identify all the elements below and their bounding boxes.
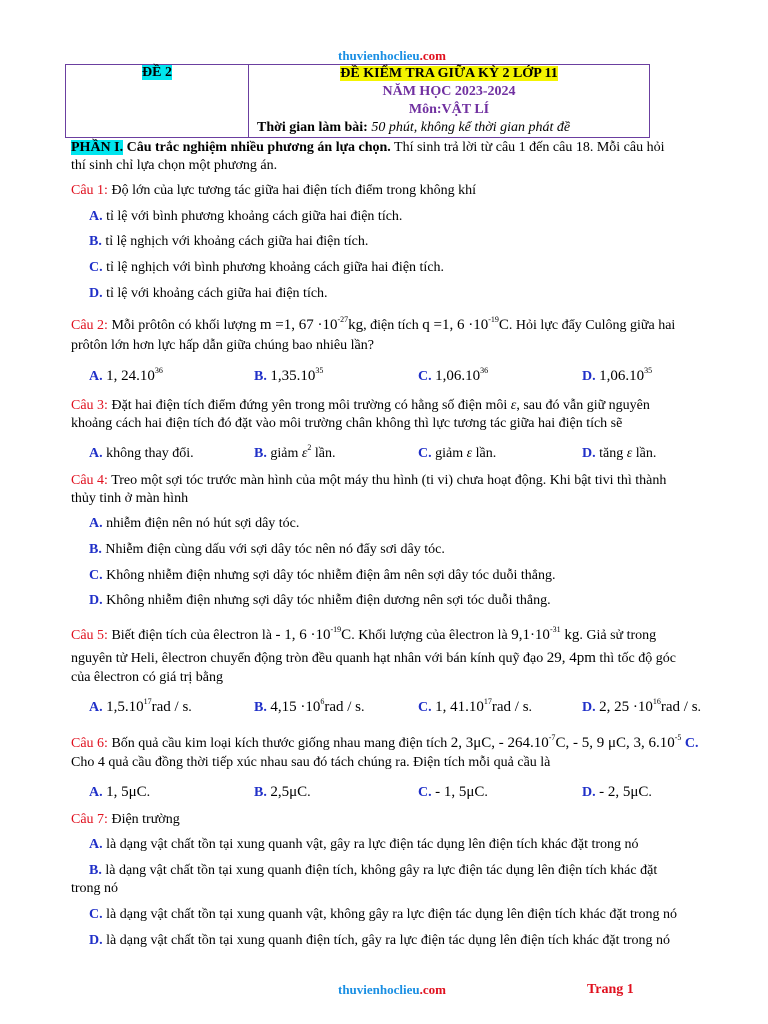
site-header-link[interactable] [338,48,446,64]
q5-option-b[interactable]: B. $4,15 \cdot 10^6rad / s$. [254,697,365,715]
q6-option-d[interactable]: D. - 2, 5μC. [582,784,652,800]
q4-option-d[interactable]: D. Không nhiễm điện nhưng sợi dây tóc nhiễm điện dương nên sợi tóc duỗi thẳng. [89,593,551,608]
question-7: Câu 7: Điện trường [71,812,180,827]
question-6-label: Câu 6: [71,736,108,751]
question-1: Câu 1: Độ lớn của lực tương tác giữa hai điện tích điểm trong không khí [71,183,476,198]
page-number: Trang 1 [587,982,634,997]
question-2-label: Câu 2: [71,318,108,333]
exam-title: ĐỀ KIỂM TRA GIỮA KỲ 2 LỚP 11 [340,66,558,81]
question-4-line2: thủy tinh ở màn hình [71,491,189,506]
q3-option-c[interactable]: C. giảm ε lần. [418,446,497,461]
q2-option-d[interactable]: D. 1,06.10$^{35}$ [582,366,653,384]
q7-option-c[interactable]: C. là dạng vật chất tồn tại xung quanh vật, không gây ra lực điện tác dụng lên điện tích khác đặt trong nó [89,907,678,922]
question-6: Câu 6: Bốn quả cầu kim loại kích thước giống nhau mang điện tích 2, 3μC, - $264.10^{-7}C$, - 5, 9 μC, 3, $6.10^{-5}$ C. [71,733,699,751]
question-5-line3: của êlectron có giá trị bằng [71,670,223,685]
q7-option-d[interactable]: D. là dạng vật chất tồn tại xung quanh điện tích, gây ra lực điện tác dụng lên điện tích khác đặt trong nó [89,933,671,948]
q1-option-d[interactable]: D. tỉ lệ với khoảng cách giữa hai điện tích. [89,286,328,301]
q2-option-b[interactable]: B. 1,35.10$^{35}$ [254,366,324,384]
epsilon-symbol: ε [510,398,517,413]
q5-option-a[interactable]: A. 1,5.10$^{17}$rad / s. [89,697,192,715]
site-footer-link[interactable]: thuvienhoclieu.com [338,982,446,997]
exam-time: Thời gian làm bài: 50 phút, không kể thời gian phát đề [257,120,571,135]
question-4-label: Câu 4: [71,473,108,488]
question-2: Câu 2: Mỗi prôtôn có khối lượng m =1, $67 \cdot 10^{-27}kg$, điện tích q =1, $6 \cdot 10^{-19}C$. Hỏi lực đẩy Culông giữa hai [71,315,676,333]
q3-option-a[interactable]: A. không thay đổi. [89,446,194,461]
orbit-radius: 29, 4pm [546,650,596,666]
q2-option-c[interactable]: C. 1,06.10$^{36}$ [418,366,489,384]
exam-code-cell [66,65,249,138]
q6-option-b[interactable]: B. 2,5μC. [254,784,311,800]
question-5: Câu 5: Biết điện tích của êlectron là - 1, $6 \cdot 10^{-19}C$. Khối lượng của êlectron là $9,1\cdot 10^{-31}$ kg. Giả sử trong [71,625,657,643]
q2-option-a[interactable]: A. 1, 24.10$^{36}$ [89,366,163,384]
electron-mass-formula: $9,1\cdot 10^{-31}$ kg [511,625,580,643]
q7-option-a[interactable]: A. là dạng vật chất tồn tại xung quanh vật, gây ra lực điện tác dụng lên điện tích khác đặt trong nó [89,837,639,852]
question-1-label: Câu 1: [71,183,108,198]
proton-charge-formula: q =1, $6 \cdot 10^{-19}C$ [422,315,509,333]
question-5-line2: nguyên tử Heli, êlectron chuyển động tròn đều quanh hạt nhân với bán kính quỹ đạo 29, 4pm thì tốc độ góc [71,650,676,666]
q4-option-b[interactable]: B. Nhiễm điện cùng dấu với sợi dây tóc nên nó đẩy sơi dây tóc. [89,542,445,557]
question-2-line2: prôtôn lớn hơn lực hấp dẫn giữa chúng bao nhiêu lần? [71,338,374,353]
question-3-line2: khoảng cách hai điện tích đó đặt vào môi trường chân không thì lực tương tác giữa hai điện tích sẽ [71,416,623,431]
q7-option-b[interactable]: B. là dạng vật chất tồn tại xung quanh điện tích, không gây ra lực điện tác dụng lên điện tích khác đặt [89,863,658,878]
site-domain: .com [419,48,446,63]
part-1-label: PHẦN I. [71,140,124,155]
q6-option-c[interactable]: C. - 1, 5μC. [418,784,488,800]
question-3: Câu 3: Đặt hai điện tích điểm đứng yên trong môi trường có hằng số điện môi ε, sau đó vẫn giữ nguyên [71,398,650,413]
q7-option-b-line2: trong nó [71,881,119,896]
exam-title-cell [249,65,650,138]
q4-option-c[interactable]: C. Không nhiễm điện nhưng sợi dây tóc nhiễm điện âm nên sợi dây tóc duỗi thẳng. [89,568,556,583]
exam-header-table [65,64,650,138]
q1-option-b[interactable]: B. tỉ lệ nghịch với khoảng cách giữa hai điện tích. [89,234,369,249]
q1-option-a[interactable]: A. tỉ lệ với bình phương khoảng cách giữa hai điện tích. [89,209,403,224]
exam-subject: Môn:VẬT LÍ [408,102,490,117]
q1-option-c[interactable]: C. tỉ lệ nghịch với bình phương khoảng cách giữa hai điện tích. [89,260,445,275]
question-7-label: Câu 7: [71,812,108,827]
exam-year: NĂM HỌC 2023-2024 [382,84,516,99]
exam-code: ĐỀ 2 [142,65,172,80]
question-5-label: Câu 5: [71,628,108,643]
q4-option-a[interactable]: A. nhiễm điện nên nó hút sợi dây tóc. [89,516,300,531]
site-name: thuvienhoclieu [338,48,420,63]
question-4: Câu 4: Treo một sợi tóc trước màn hình của một máy thu hình (ti vi) chưa hoạt động. Khi bật tivi thì thành [71,473,667,488]
q5-option-c[interactable]: C. 1, 41.10$^{17}$rad / s. [418,697,533,715]
question-3-label: Câu 3: [71,398,108,413]
part-1-intro-line2: thí sinh chỉ lựa chọn một phương án. [71,158,278,173]
charges-list: 2, 3μC, - $264.10^{-7}C$, - 5, 9 μC, 3, $6.10^{-5}$ [450,733,682,751]
electron-charge-formula: - 1, $6 \cdot 10^{-19}C$ [275,625,352,643]
proton-mass-formula: m =1, $67 \cdot 10^{-27}kg$ [259,315,364,333]
question-6-line2: Cho 4 quả cầu đồng thời tiếp xúc nhau sau đó tách chúng ra. Điện tích mỗi quả cầu là [71,755,551,770]
q6-option-a[interactable]: A. 1, 5μC. [89,784,151,800]
q5-option-d[interactable]: D. 2, $25 \cdot 10^{16}rad / s$. [582,697,702,715]
q3-option-d[interactable]: D. tăng ε lần. [582,446,657,461]
q3-option-b[interactable]: B. giảm $\varepsilon^2$ lần. [254,443,336,461]
part-1-intro: PHẦN I. Câu trắc nghiệm nhiều phương án lựa chọn. Thí sinh trả lời từ câu 1 đến câu 18. Mỗi câu hỏi [71,140,665,155]
